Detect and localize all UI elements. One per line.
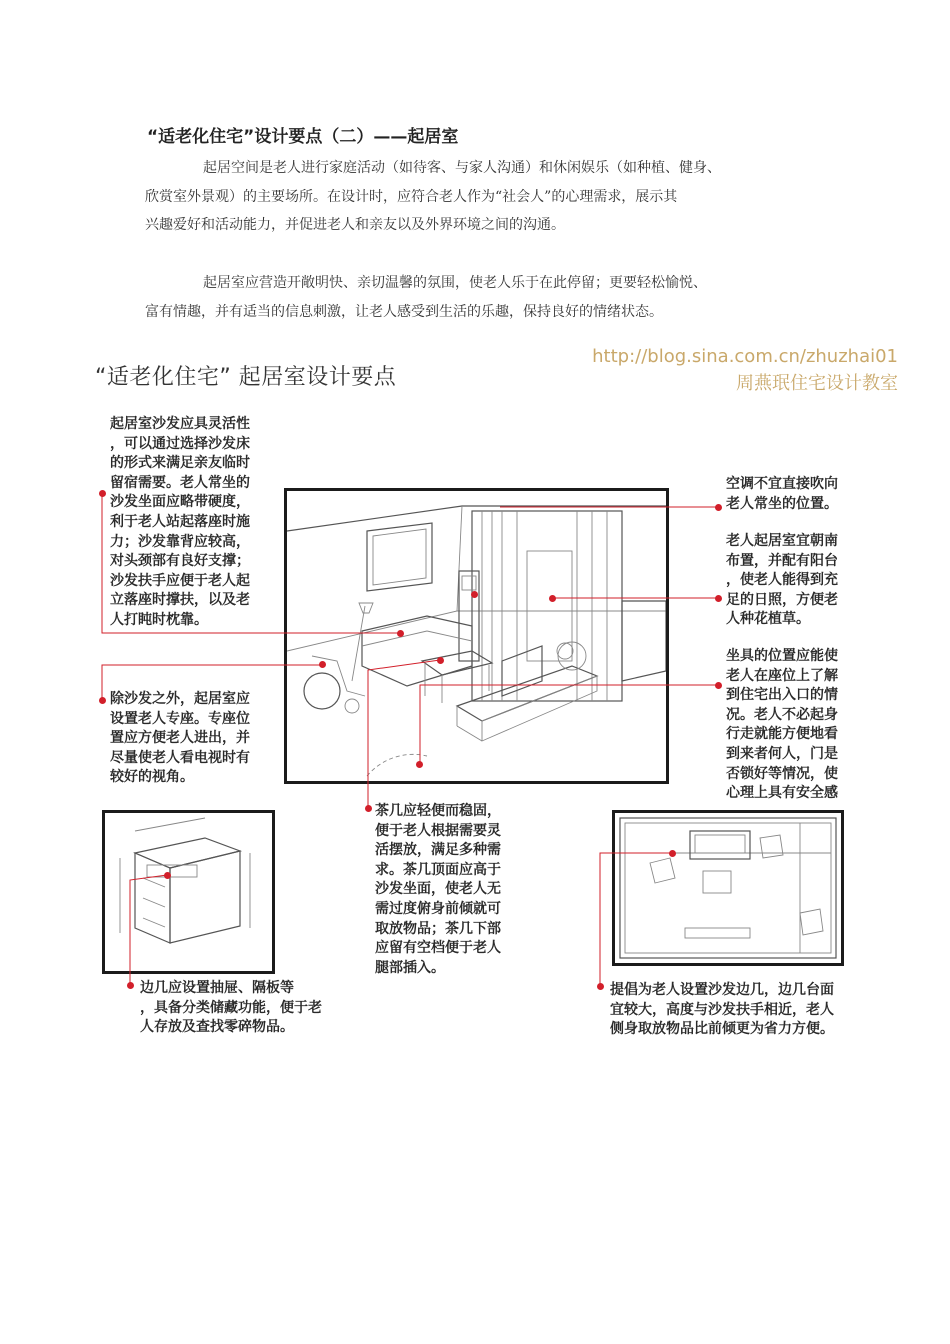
marker-dot [597, 983, 604, 990]
annotation-line: 老人在座位上了解 [726, 667, 838, 684]
leader-line-sofa [102, 492, 400, 633]
annotation-line: 老人常坐的位置。 [726, 495, 838, 512]
annotation-line: 人存放及查找零碎物品。 [140, 1019, 294, 1036]
marker-dot [669, 850, 676, 857]
leader-line-coffee-table [368, 660, 440, 808]
marker-dot [319, 661, 326, 668]
marker-dot [99, 697, 106, 704]
annotation-line: 心理上具有安全感 [726, 785, 838, 802]
paragraph-1-line: 兴趣爱好和活动能力，并促进老人和亲友以及外界环境之间的沟通。 [145, 217, 565, 233]
marker-dot [715, 682, 722, 689]
leader-line-side-table [130, 875, 167, 985]
annotation-line: 人种花植草。 [726, 611, 810, 628]
figure-title: “适老化住宅” 起居室设计要点 [95, 365, 397, 390]
annotation-line: 取放物品；茶几下部 [375, 920, 501, 937]
annotation-line: 尽量使老人看电视时有 [110, 749, 250, 766]
paragraph-2-line: 起居室应营造开敞明快、亲切温馨的氛围，使老人乐于在此停留；更要轻松愉悦、 [203, 275, 707, 291]
marker-dot [164, 872, 171, 879]
marker-dot [437, 657, 444, 664]
annotation-line: 的形式来满足亲友临时 [110, 455, 250, 472]
annotation-line: 宜较大，高度与沙发扶手相近，老人 [610, 1001, 834, 1018]
annotation-line: 除沙发之外，起居室应 [110, 691, 250, 707]
annotation-line: ，可以通过选择沙发床 [110, 435, 250, 452]
annotation-line: 利于老人站起落座时施 [110, 513, 250, 530]
annotation-line: 布置，并配有阳台 [726, 552, 838, 569]
annotation-line: 立落座时撑扶，以及老 [110, 592, 250, 609]
leader-line-sofa-side-table [600, 853, 672, 986]
paragraph-2-line: 富有情趣，并有适当的信息刺激，让老人感受到生活的乐趣，保持良好的情绪状态。 [145, 303, 663, 320]
annotation-line: 便于老人根据需要灵 [375, 822, 501, 839]
annotation-line: 较好的视角。 [110, 769, 194, 786]
leader-line-special-seat [102, 665, 322, 700]
annotation-line: 应留有空档便于老人 [375, 940, 501, 957]
annotation-line: 活摆放，满足多种需 [375, 842, 501, 859]
marker-dot [127, 982, 134, 989]
paragraph-1-line: 起居空间是老人进行家庭活动（如待客、与家人沟通）和休闲娱乐（如种植、健身、 [203, 160, 721, 176]
annotation-line: 空调不宜直接吹向 [726, 476, 838, 492]
annotation-line: 需过度俯身前倾就可 [375, 900, 501, 917]
annotation-line: 老人起居室宜朝南 [726, 533, 838, 549]
annotation-line: 提倡为老人设置沙发边几，边几台面 [610, 982, 834, 998]
annotation-line: 人打盹时枕靠。 [110, 611, 208, 628]
annotation-line: 行走就能方便地看 [726, 726, 838, 743]
annotation-line: 况。老人不必起身 [726, 706, 838, 723]
annotation-line: 力；沙发靠背应较高， [110, 533, 250, 550]
watermark-url: http://blog.sina.com.cn/zhuzhai01 [592, 346, 898, 367]
annotation-line: 对头颈部有良好支撑； [110, 553, 250, 570]
annotation-line: 坐具的位置应能使 [726, 648, 838, 664]
marker-dot [549, 595, 556, 602]
leader-line-seat-position [420, 685, 718, 765]
annotation-line: 到来者何人，门是 [726, 745, 838, 762]
annotation-line: ，使老人能得到充 [726, 572, 838, 589]
marker-dot [365, 805, 372, 812]
annotation-line: 边几应设置抽屉、隔板等 [140, 980, 294, 996]
annotation-line: 腿部插入。 [375, 959, 445, 976]
marker-dot [397, 630, 404, 637]
annotation-line: 求。茶几顶面应高于 [375, 861, 501, 878]
annotation-line: ，具备分类储藏功能，便于老 [140, 999, 322, 1016]
annotation-line: 茶几应轻便而稳固， [375, 803, 501, 819]
annotation-line: 设置老人专座。专座位 [110, 710, 250, 727]
annotation-line: 足的日照，方便老 [726, 591, 838, 608]
marker-dot [416, 761, 423, 768]
annotation-line: 侧身取放物品比前倾更为省力方便。 [610, 1021, 834, 1038]
watermark-name: 周燕珉住宅设计教室 [736, 373, 898, 394]
annotation-line: 留宿需要。老人常坐的 [110, 474, 250, 491]
annotation-line: 到住宅出入口的情 [726, 687, 838, 704]
document-heading: “适老化住宅”设计要点（二）——起居室 [147, 127, 459, 147]
annotation-line: 置应方便老人进出，并 [110, 730, 250, 747]
marker-dot [99, 490, 106, 497]
annotation-line: 沙发坐面应略带硬度， [110, 494, 250, 511]
marker-dot [715, 595, 722, 602]
marker-dot [715, 504, 722, 511]
marker-dot [471, 591, 478, 598]
annotation-line: 起居室沙发应具灵活性 [110, 416, 250, 432]
annotation-line: 沙发坐面，使老人无 [375, 881, 501, 898]
paragraph-1-line: 欣赏室外景观）的主要场所。在设计时，应符合老人作为“社会人”的心理需求，展示其 [145, 188, 678, 205]
annotation-line: 沙发扶手应便于老人起 [110, 572, 250, 589]
annotation-line: 否锁好等情况，使 [726, 765, 838, 782]
